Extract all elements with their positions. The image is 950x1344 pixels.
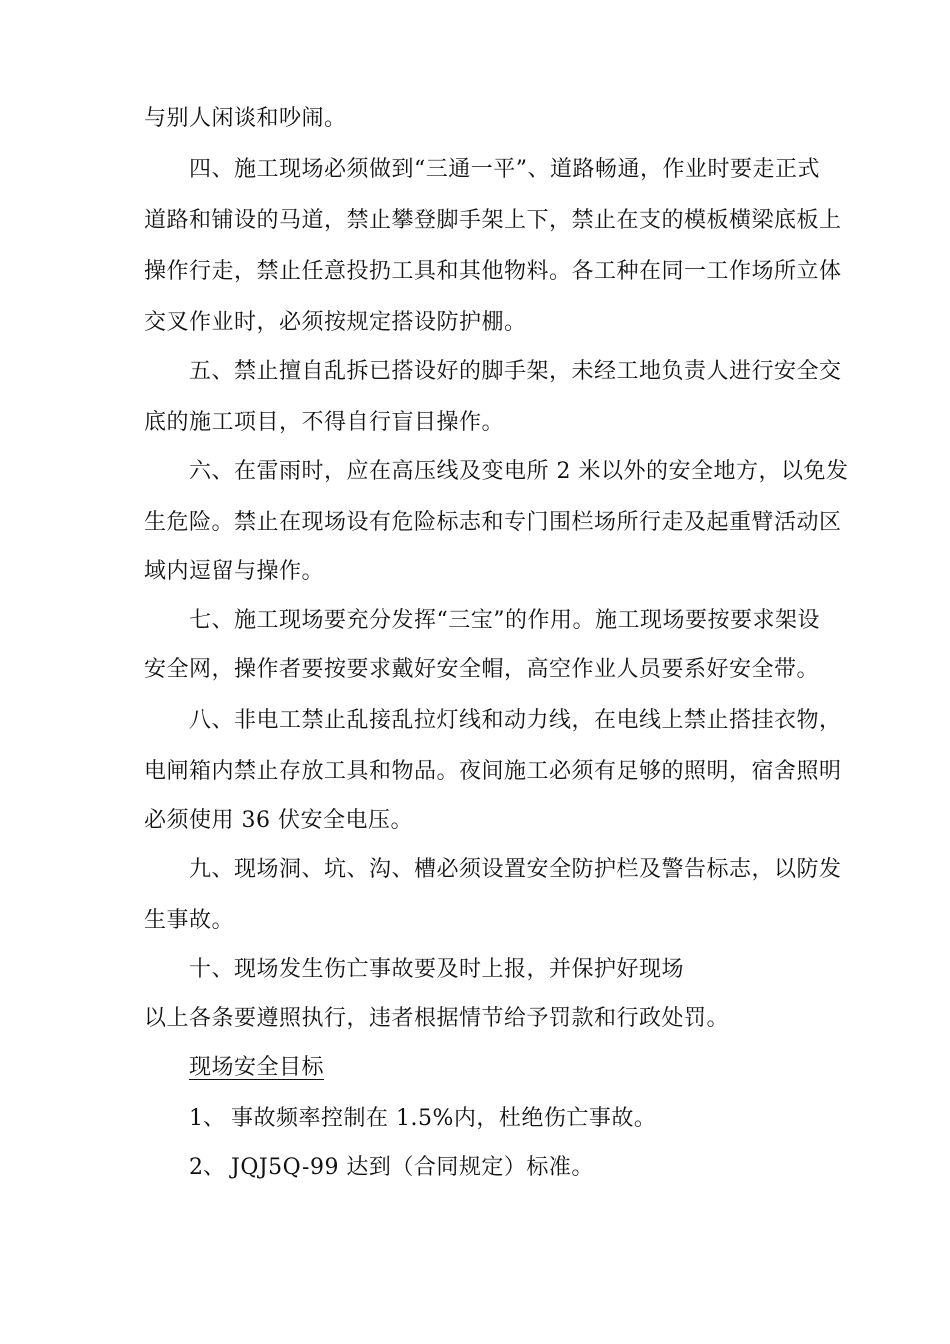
rule-4-line-3: 操作行走，禁止任意投扔工具和其他物料。各工种在同一工作场所立体: [144, 259, 842, 284]
rule-10-line: 十、现场发生伤亡事故要及时上报，并保护好现场: [189, 957, 685, 982]
rule-8-line-3: 必须使用 36 伏安全电压。: [144, 808, 413, 833]
goal-2-number: 2、: [189, 1155, 225, 1180]
goal-2-text: JQJ5Q-99 达到（合同规定）标准。: [231, 1155, 594, 1180]
rule-7-line-1: 七、施工现场要充分发挥“三宝”的作用。施工现场要按要求架设: [189, 608, 820, 633]
rule-8-line-2: 电闸箱内禁止存放工具和物品。夜间施工必须有足够的照明，宿舍照明: [144, 759, 842, 784]
rule-9-line-1: 九、现场洞、坑、沟、槽必须设置安全防护栏及警告标志，以防发: [189, 857, 842, 882]
text-line-continuation: 与别人闲谈和吵闹。: [144, 106, 347, 131]
goal-1-text: 事故频率控制在 1.5%内，杜绝伤亡事故。: [231, 1106, 657, 1131]
rule-5-line-2: 底的施工项目，不得自行盲目操作。: [144, 410, 505, 435]
rule-8-line-1: 八、非电工禁止乱接乱拉灯线和动力线，在电线上禁止搭挂衣物，: [189, 708, 842, 733]
goal-1-number: 1、: [189, 1106, 225, 1131]
goals-heading: 现场安全目标: [189, 1055, 325, 1080]
rule-6-line-1: 六、在雷雨时，应在高压线及变电所 2 米以外的安全地方，以免发: [189, 459, 849, 484]
rule-5-line-1: 五、禁止擅自乱拆已搭设好的脚手架，未经工地负责人进行安全交: [189, 359, 842, 384]
rule-6-line-2: 生危险。禁止在现场设有危险标志和专门围栏场所行走及起重臂活动区: [144, 510, 842, 535]
rule-6-line-3: 域内逗留与操作。: [144, 559, 325, 584]
rule-4-line-4: 交叉作业时，必须按规定搭设防护棚。: [144, 310, 527, 335]
rule-9-line-2: 生事故。: [144, 908, 235, 933]
closing-statement: 以上各条要遵照执行，违者根据情节给予罚款和行政处罚。: [144, 1006, 730, 1031]
rule-4-line-1: 四、施工现场必须做到“三通一平”、道路畅通，作业时要走正式: [189, 157, 820, 182]
rule-4-line-2: 道路和铺设的马道，禁止攀登脚手架上下，禁止在支的模板横梁底板上: [144, 208, 842, 233]
rule-7-line-2: 安全网，操作者要按要求戴好安全帽，高空作业人员要系好安全带。: [144, 657, 820, 682]
